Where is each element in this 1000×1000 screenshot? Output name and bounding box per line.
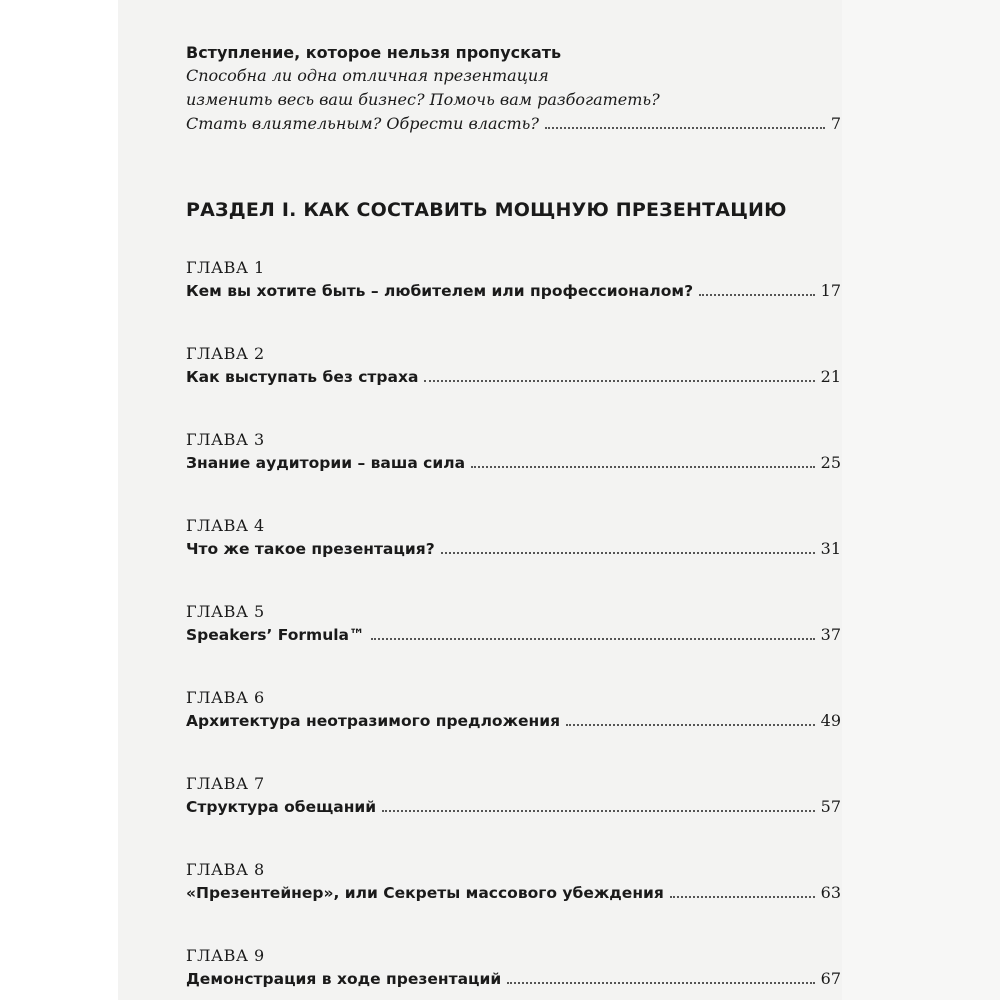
chapter-label: ГЛАВА 1 bbox=[186, 258, 265, 277]
chapter-title: Демонстрация в ходе презентаций bbox=[186, 970, 502, 988]
intro-line: изменить весь ваш бизнес? Помочь вам разбогатеть? bbox=[186, 90, 660, 109]
chapter-entry bbox=[186, 516, 841, 560]
chapter-label: ГЛАВА 2 bbox=[186, 344, 265, 363]
chapter-label: ГЛАВА 3 bbox=[186, 430, 265, 449]
chapter-entry bbox=[186, 688, 841, 732]
chapter-title: Структура обещаний bbox=[186, 798, 377, 816]
dot-leader bbox=[382, 810, 815, 812]
chapter-title-row bbox=[186, 624, 841, 646]
chapter-title: Что же такое презентация? bbox=[186, 540, 435, 558]
chapter-title-row bbox=[186, 710, 841, 732]
chapter-label: ГЛАВА 4 bbox=[186, 516, 265, 535]
page-number: 17 bbox=[820, 281, 841, 300]
intro-line: Стать влиятельным? Обрести власть? bbox=[186, 114, 539, 133]
dot-leader bbox=[545, 127, 825, 129]
intro-title: Вступление, которое нельзя пропускать bbox=[186, 43, 562, 62]
dot-leader bbox=[566, 724, 815, 726]
chapter-title-row bbox=[186, 366, 841, 388]
intro-line-with-page bbox=[186, 112, 841, 136]
section-heading: РАЗДЕЛ I. КАК СОСТАВИТЬ МОЩНУЮ ПРЕЗЕНТАЦИЮ bbox=[186, 199, 787, 221]
page-number: 49 bbox=[820, 711, 841, 730]
chapter-title: Архитектура неотразимого предложения bbox=[186, 712, 561, 730]
intro-line: Способна ли одна отличная презентация bbox=[186, 66, 549, 85]
chapter-title: Знание аудитории – ваша сила bbox=[186, 454, 466, 472]
chapter-label: ГЛАВА 8 bbox=[186, 860, 265, 879]
page-margin bbox=[0, 0, 118, 1000]
chapter-title-row bbox=[186, 968, 841, 990]
chapter-title: Как выступать без страха bbox=[186, 368, 419, 386]
chapter-entry bbox=[186, 258, 841, 302]
page-number: 7 bbox=[830, 114, 841, 133]
chapter-title: «Презентейнер», или Секреты массового убеждения bbox=[186, 884, 664, 902]
page-number: 37 bbox=[820, 625, 841, 644]
chapter-entry bbox=[186, 946, 841, 990]
page-number: 63 bbox=[820, 883, 841, 902]
chapter-label: ГЛАВА 7 bbox=[186, 774, 265, 793]
chapter-entry bbox=[186, 602, 841, 646]
chapter-title-row bbox=[186, 538, 841, 560]
dot-leader bbox=[441, 552, 815, 554]
table-of-contents bbox=[186, 42, 841, 990]
page-number: 21 bbox=[820, 367, 841, 386]
dot-leader bbox=[471, 466, 815, 468]
chapter-list bbox=[186, 258, 841, 990]
bleed-through-strip bbox=[842, 0, 1000, 1000]
chapter-entry bbox=[186, 430, 841, 474]
chapter-entry bbox=[186, 860, 841, 904]
page-number: 67 bbox=[820, 969, 841, 988]
chapter-title-row bbox=[186, 796, 841, 818]
chapter-title-row bbox=[186, 452, 841, 474]
page-number: 31 bbox=[820, 539, 841, 558]
page-number: 57 bbox=[820, 797, 841, 816]
chapter-title-row bbox=[186, 280, 841, 302]
chapter-entry bbox=[186, 344, 841, 388]
chapter-entry bbox=[186, 774, 841, 818]
dot-leader bbox=[507, 982, 814, 984]
dot-leader bbox=[371, 638, 815, 640]
dot-leader bbox=[699, 294, 815, 296]
chapter-title: Кем вы хотите быть – любителем или профессионалом? bbox=[186, 282, 694, 300]
chapter-label: ГЛАВА 6 bbox=[186, 688, 265, 707]
chapter-label: ГЛАВА 5 bbox=[186, 602, 265, 621]
chapter-title-row bbox=[186, 882, 841, 904]
dot-leader bbox=[670, 896, 815, 898]
chapter-title: Speakers’ Formula™ bbox=[186, 626, 365, 644]
chapter-label: ГЛАВА 9 bbox=[186, 946, 265, 965]
dot-leader bbox=[424, 380, 814, 382]
page-number: 25 bbox=[820, 453, 841, 472]
